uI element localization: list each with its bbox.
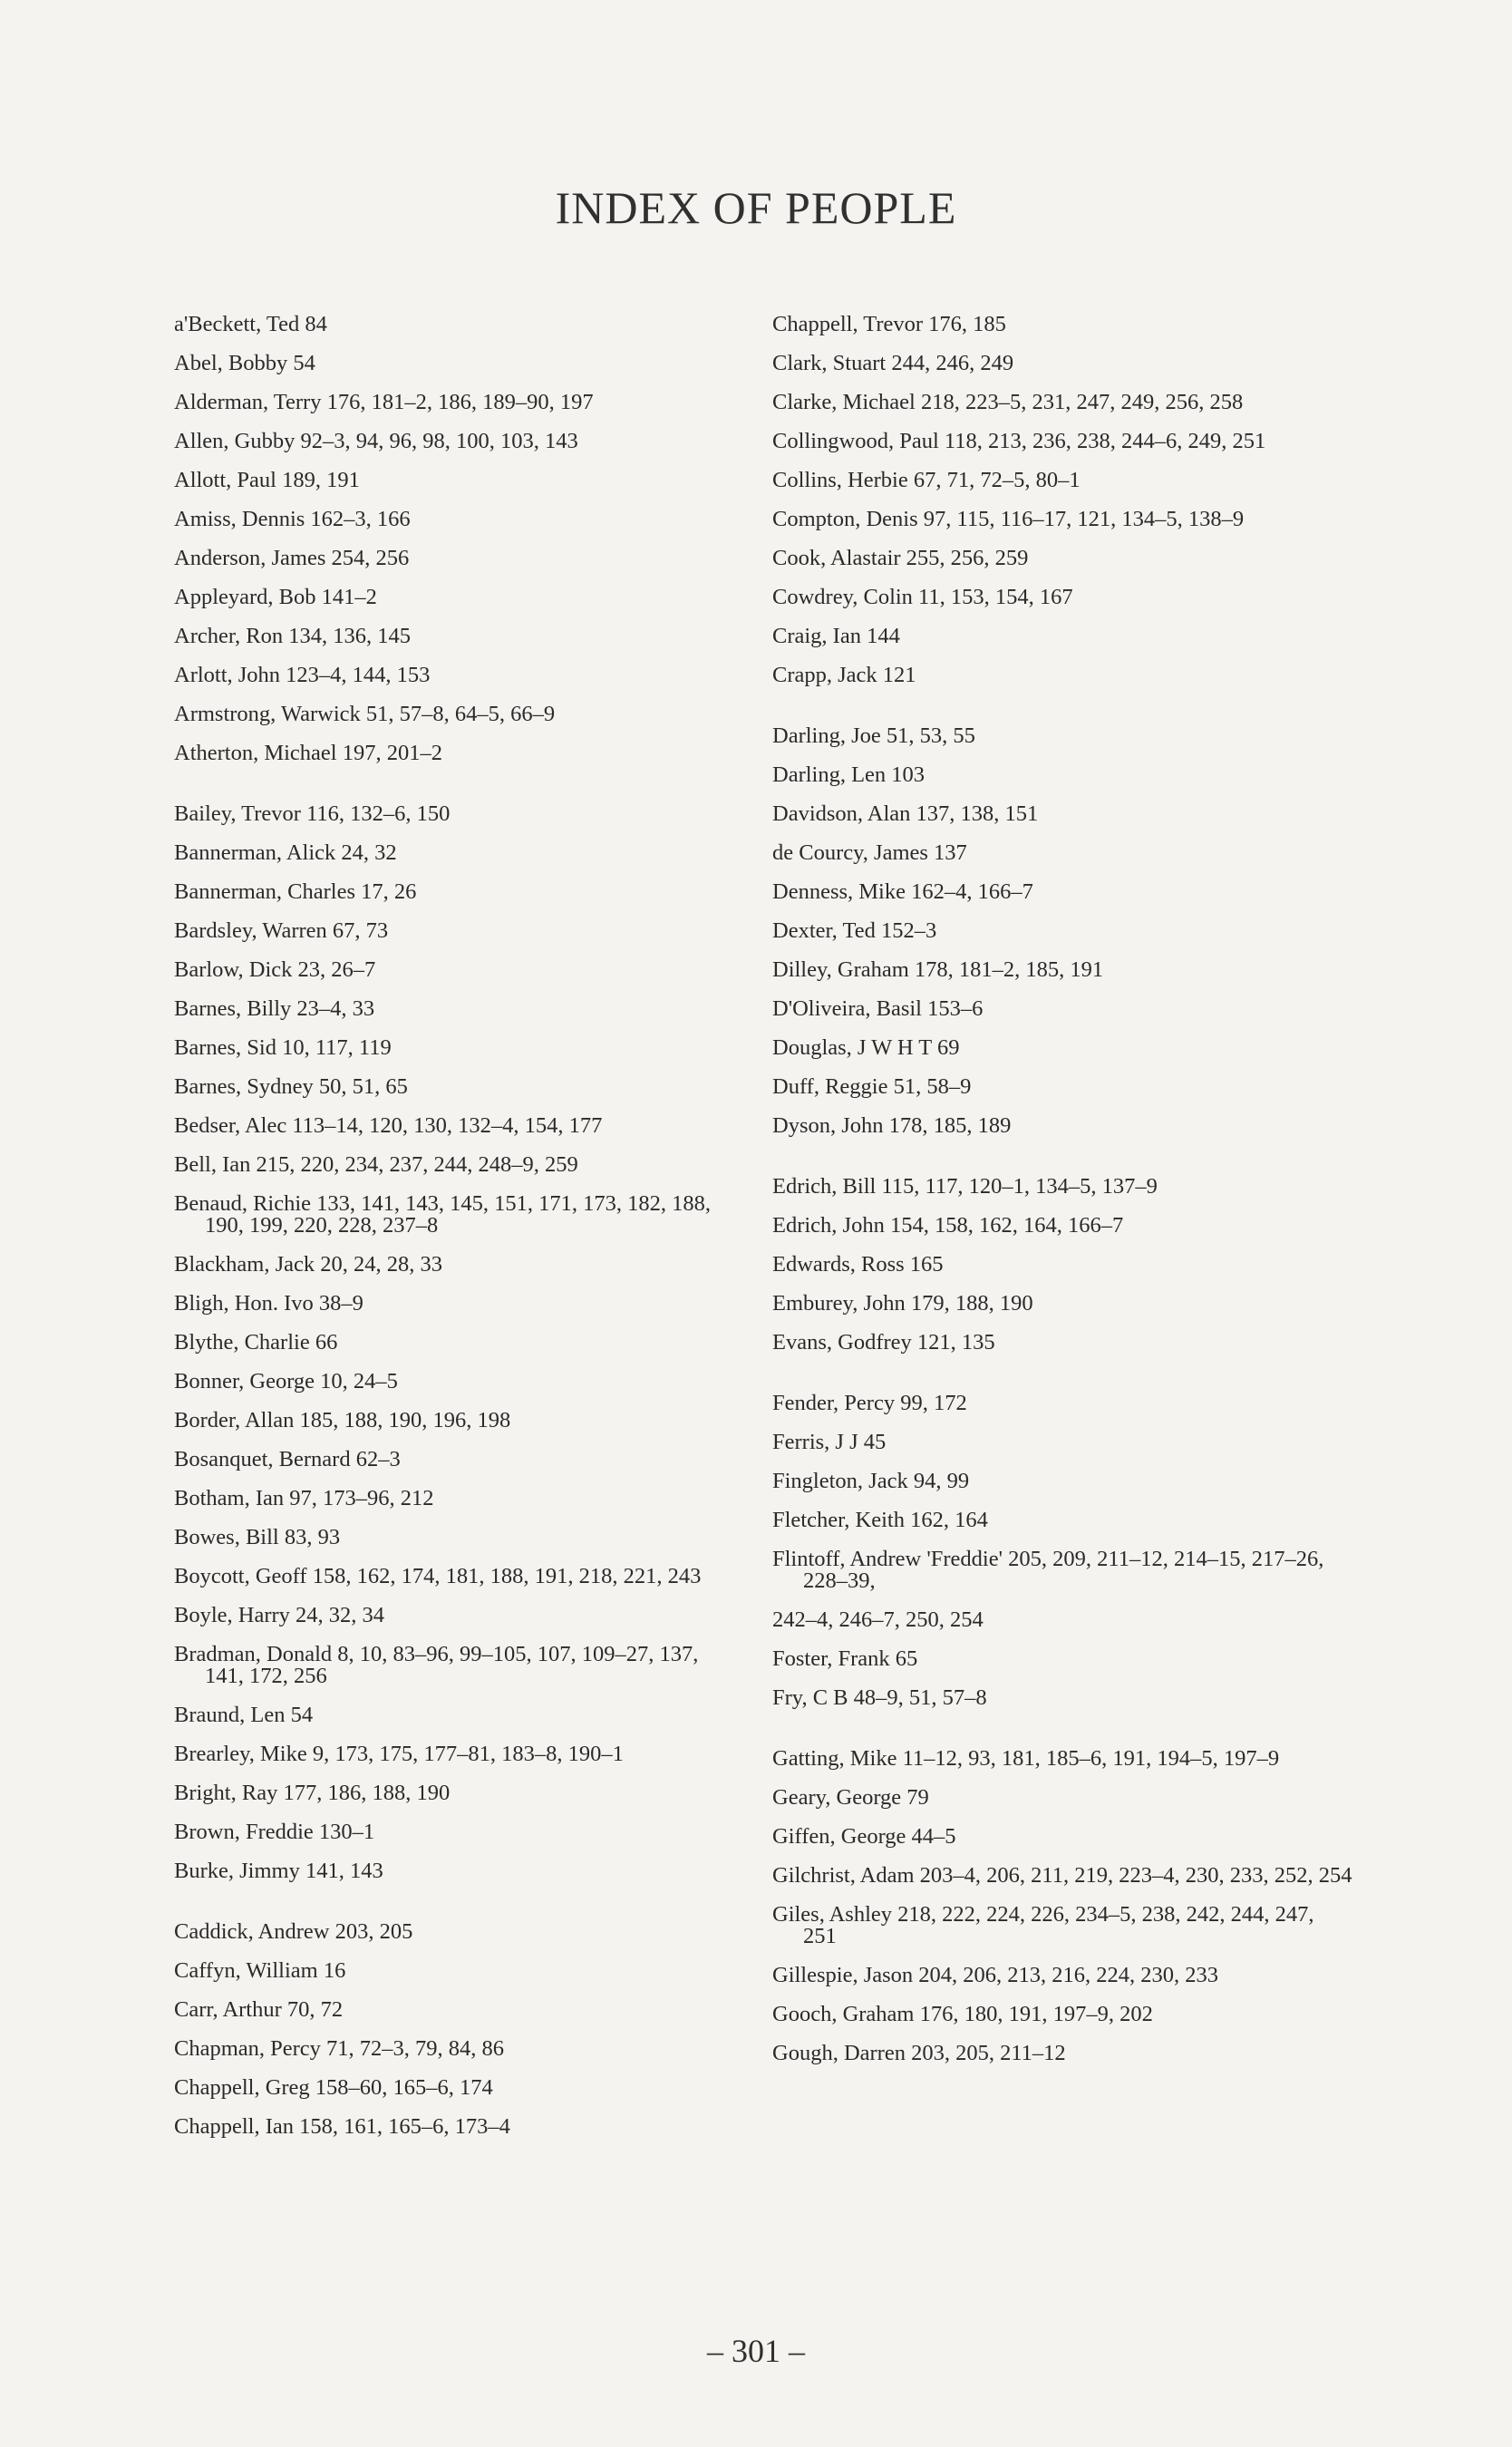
index-column-left [174,314,718,2155]
index-entry: Ferris, J J 45 [772,1430,887,1454]
index-entry: Geary, George 79 [772,1785,929,1810]
index-entry: Armstrong, Warwick 51, 57–8, 64–5, 66–9 [174,702,556,726]
index-entry: Edrich, John 154, 158, 162, 164, 166–7 [772,1213,1124,1238]
index-entry: Collingwood, Paul 118, 213, 236, 238, 244–6, 249, 251 [772,429,1266,453]
index-entry: Anderson, James 254, 256 [174,546,410,570]
index-entry: Amiss, Dennis 162–3, 166 [174,507,411,531]
index-entry: Barnes, Billy 23–4, 33 [174,996,375,1021]
index-entry: Caffyn, William 16 [174,1958,346,1983]
index-entry: Benaud, Richie 133, 141, 143, 145, 151, 171, 173, 182, 188, 190, 199, 220, 228, 237–8 [174,1191,712,1238]
index-entry: Blythe, Charlie 66 [174,1330,338,1355]
index-entry: Dexter, Ted 152–3 [772,918,937,943]
index-entry: Duff, Reggie 51, 58–9 [772,1074,972,1099]
index-entry: Giffen, George 44–5 [772,1824,956,1849]
index-entry: Bannerman, Charles 17, 26 [174,879,417,904]
index-entry: Gooch, Graham 176, 180, 191, 197–9, 202 [772,2002,1153,2026]
index-entry: Bosanquet, Bernard 62–3 [174,1447,401,1471]
index-entry: D'Oliveira, Basil 153–6 [772,996,984,1021]
index-entry: 242–4, 246–7, 250, 254 [772,1607,984,1632]
index-entry: Bonner, George 10, 24–5 [174,1369,398,1393]
index-entry: Darling, Joe 51, 53, 55 [772,723,975,748]
index-entry: Crapp, Jack 121 [772,663,916,687]
index-entry: Clark, Stuart 244, 246, 249 [772,351,1014,375]
index-entry: Fender, Percy 99, 172 [772,1391,967,1415]
page-title: INDEX OF PEOPLE [555,182,957,233]
index-entry: Caddick, Andrew 203, 205 [174,1919,413,1944]
index-entry: de Courcy, James 137 [772,840,967,865]
index-entry: Bradman, Donald 8, 10, 83–96, 99–105, 107, 109–27, 137, 141, 172, 256 [174,1642,699,1688]
index-entry: Cook, Alastair 255, 256, 259 [772,546,1029,570]
index-entry: Burke, Jimmy 141, 143 [174,1859,383,1883]
index-entry: a'Beckett, Ted 84 [174,312,327,336]
index-entry: Chapman, Percy 71, 72–3, 79, 84, 86 [174,2036,505,2061]
index-entry: Giles, Ashley 218, 222, 224, 226, 234–5, 238, 242, 244, 247, 251 [772,1902,1314,1948]
index-entry: Blackham, Jack 20, 24, 28, 33 [174,1252,442,1277]
index-entry: Botham, Ian 97, 173–96, 212 [174,1486,434,1510]
index-entry: Bannerman, Alick 24, 32 [174,840,397,865]
index-entry: Collins, Herbie 67, 71, 72–5, 80–1 [772,468,1081,492]
index-entry: Bligh, Hon. Ivo 38–9 [174,1291,363,1316]
index-entry: Edrich, Bill 115, 117, 120–1, 134–5, 137–9 [772,1174,1158,1199]
index-entry: Boycott, Geoff 158, 162, 174, 181, 188, 191, 218, 221, 243 [174,1564,702,1588]
index-entry: Foster, Frank 65 [772,1646,918,1671]
index-column-right [772,314,1352,2082]
index-entry: Allott, Paul 189, 191 [174,468,360,492]
index-entry: Denness, Mike 162–4, 166–7 [772,879,1033,904]
index-entry: Davidson, Alan 137, 138, 151 [772,801,1039,826]
page-number: – 301 – [707,2333,805,2369]
index-entry: Chappell, Greg 158–60, 165–6, 174 [174,2075,493,2100]
index-entry: Dilley, Graham 178, 181–2, 185, 191 [772,957,1104,982]
index-entry: Fingleton, Jack 94, 99 [772,1469,970,1493]
index-entry: Gilchrist, Adam 203–4, 206, 211, 219, 223–4, 230, 233, 252, 254 [772,1863,1352,1888]
index-entry: Bowes, Bill 83, 93 [174,1525,341,1549]
index-entry: Bardsley, Warren 67, 73 [174,918,389,943]
index-entry: Atherton, Michael 197, 201–2 [174,741,442,765]
index-entry: Emburey, John 179, 188, 190 [772,1291,1033,1316]
index-entry: Clarke, Michael 218, 223–5, 231, 247, 249, 256, 258 [772,390,1244,414]
index-entry: Brown, Freddie 130–1 [174,1820,375,1844]
index-entry: Boyle, Harry 24, 32, 34 [174,1603,385,1627]
index-entry: Flintoff, Andrew 'Freddie' 205, 209, 211–12, 214–15, 217–26, 228–39, [772,1547,1324,1593]
index-entry: Chappell, Ian 158, 161, 165–6, 173–4 [174,2114,510,2139]
index-entry: Abel, Bobby 54 [174,351,315,375]
index-entry: Fletcher, Keith 162, 164 [772,1508,988,1532]
index-entry: Barnes, Sydney 50, 51, 65 [174,1074,408,1099]
index-entry: Archer, Ron 134, 136, 145 [174,624,411,648]
index-entry: Brearley, Mike 9, 173, 175, 177–81, 183–8, 190–1 [174,1742,624,1766]
index-entry: Border, Allan 185, 188, 190, 196, 198 [174,1408,511,1432]
index-entry: Cowdrey, Colin 11, 153, 154, 167 [772,585,1073,609]
index-entry: Arlott, John 123–4, 144, 153 [174,663,431,687]
index-entry: Chappell, Trevor 176, 185 [772,312,1006,336]
index-entry: Bright, Ray 177, 186, 188, 190 [174,1781,451,1805]
index-entry: Braund, Len 54 [174,1703,314,1727]
index-entry: Craig, Ian 144 [772,624,900,648]
index-entry: Fry, C B 48–9, 51, 57–8 [772,1685,987,1710]
index-entry: Gillespie, Jason 204, 206, 213, 216, 224, 230, 233 [772,1963,1219,1987]
index-entry: Edwards, Ross 165 [772,1252,944,1277]
index-entry: Alderman, Terry 176, 181–2, 186, 189–90, 197 [174,390,594,414]
index-entry: Bell, Ian 215, 220, 234, 237, 244, 248–9, 259 [174,1152,578,1177]
index-entry: Douglas, J W H T 69 [772,1035,960,1060]
index-entry: Darling, Len 103 [772,762,926,787]
index-entry: Appleyard, Bob 141–2 [174,585,377,609]
index-entry: Bailey, Trevor 116, 132–6, 150 [174,801,451,826]
index-entry: Carr, Arthur 70, 72 [174,1997,344,2022]
index-entry: Dyson, John 178, 185, 189 [772,1113,1012,1138]
index-entry: Gatting, Mike 11–12, 93, 181, 185–6, 191, 194–5, 197–9 [772,1746,1280,1771]
index-entry: Compton, Denis 97, 115, 116–17, 121, 134–5, 138–9 [772,507,1245,531]
index-entry: Gough, Darren 203, 205, 211–12 [772,2041,1066,2065]
index-entry: Allen, Gubby 92–3, 94, 96, 98, 100, 103, 143 [174,429,578,453]
index-entry: Evans, Godfrey 121, 135 [772,1330,995,1355]
index-entry: Barnes, Sid 10, 117, 119 [174,1035,392,1060]
index-entry: Barlow, Dick 23, 26–7 [174,957,376,982]
index-entry: Bedser, Alec 113–14, 120, 130, 132–4, 154, 177 [174,1113,603,1138]
